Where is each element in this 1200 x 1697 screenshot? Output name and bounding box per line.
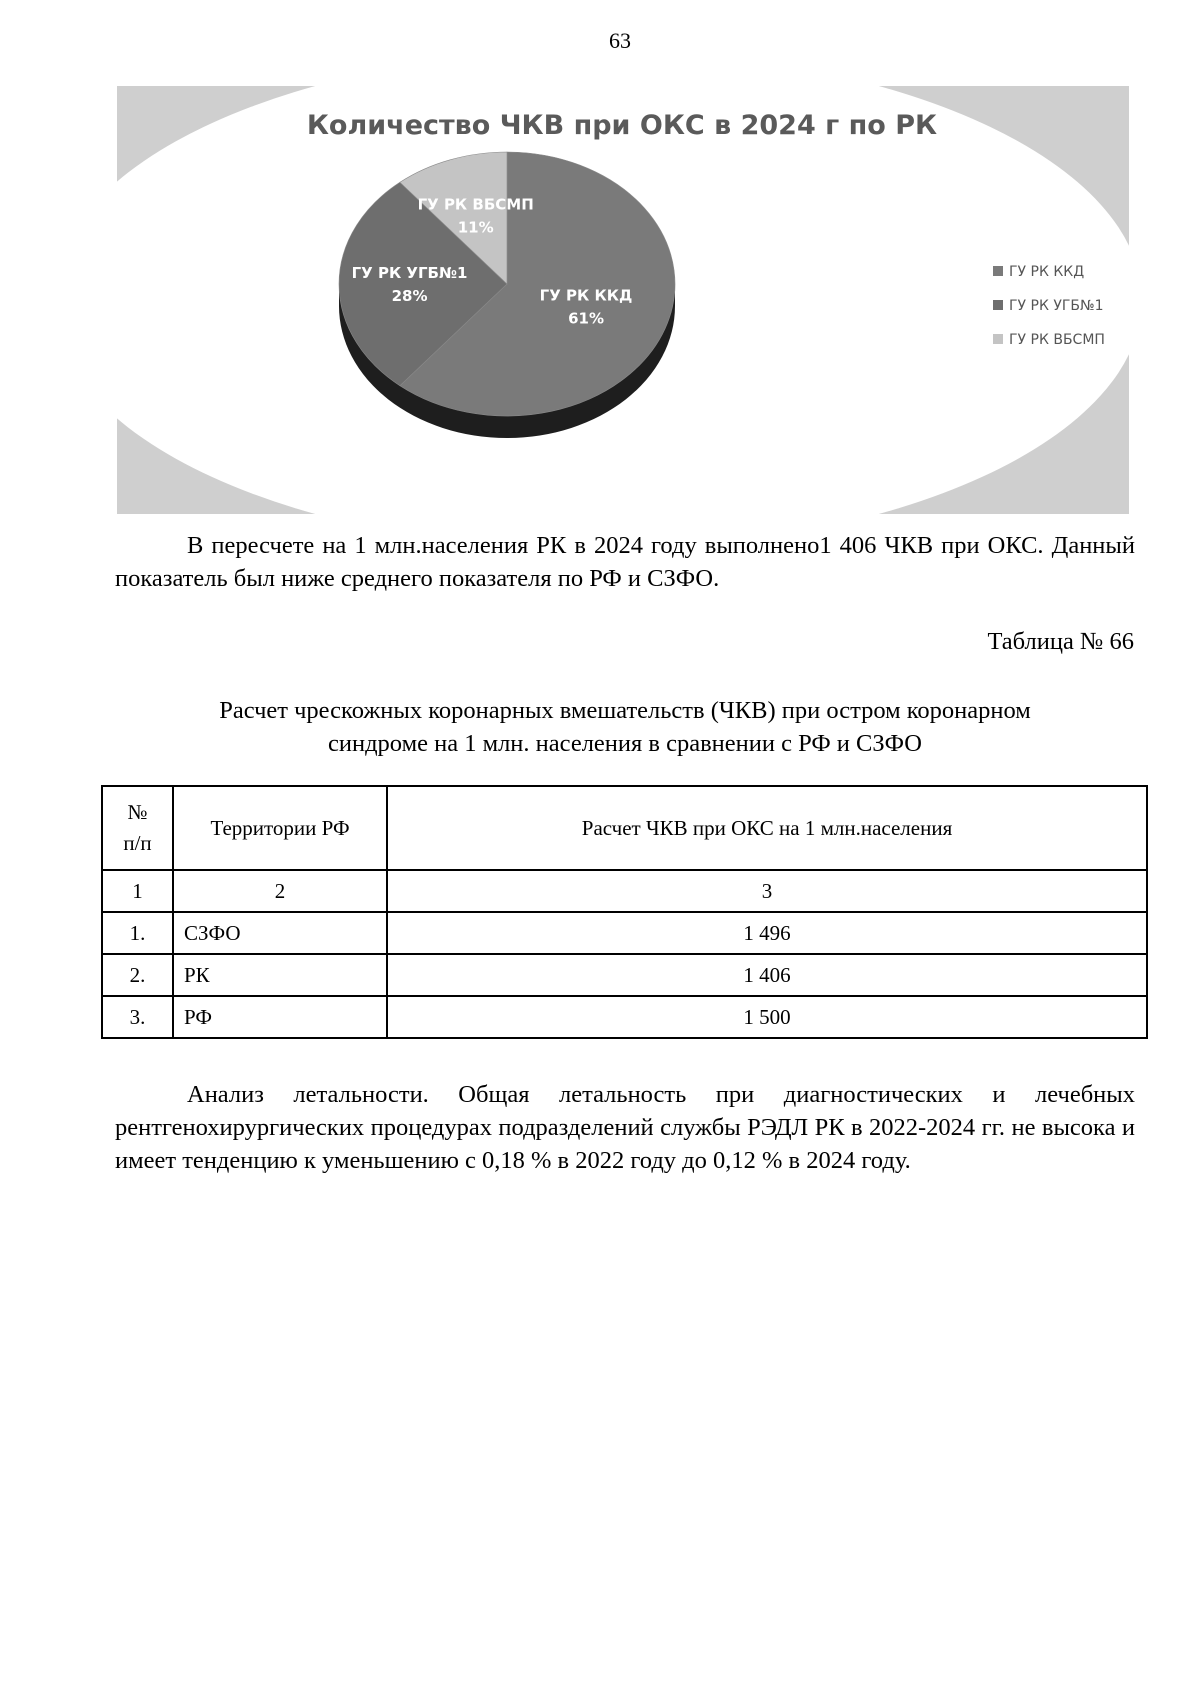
legend-label: ГУ РК УГБ№1 — [1009, 298, 1104, 314]
pie-label-name: ГУ РК ККД — [539, 286, 633, 305]
pie-label-percent: 28% — [391, 287, 428, 305]
row-value: 1 496 — [387, 912, 1147, 954]
index-cell: 3 — [387, 870, 1147, 912]
legend-swatch — [993, 300, 1003, 310]
table-caption: Таблица № 66 — [987, 628, 1134, 655]
table-row — [102, 996, 1147, 1038]
page-number: 63 — [609, 28, 631, 53]
header-num: № п/п — [102, 786, 173, 870]
table-index-row — [102, 870, 1147, 912]
row-value: 1 406 — [387, 954, 1147, 996]
pie-chart — [117, 86, 1129, 514]
pie-label-percent: 61% — [568, 309, 604, 328]
table-title-line-1: Расчет чрескожных коронарных вмешательств (ЧКВ) при остром коронарном — [219, 697, 1031, 724]
pie-label-name: ГУ РК ВБСМП — [417, 195, 534, 214]
row-territory: РФ — [173, 996, 387, 1038]
table-title-line-2: синдроме на 1 млн. населения в сравнении с РФ и СЗФО — [327, 730, 923, 757]
pie-label-name: ГУ РК УГБ№1 — [351, 264, 468, 282]
pie-label-percent: 11% — [457, 218, 494, 237]
row-num: 1. — [102, 912, 173, 954]
chart-title: Количество ЧКВ при ОКС в 2024 г по РК — [306, 110, 938, 141]
legend-swatch — [993, 334, 1003, 344]
index-cell: 1 — [102, 870, 173, 912]
legend-label: ГУ РК ККД — [1009, 264, 1085, 280]
paragraph-1: В пересчете на 1 млн.населения РК в 2024 году выполнено1 406 ЧКВ при ОКС. Данный показатель был ниже среднего показателя по РФ и СЗФО. — [115, 532, 1135, 592]
row-num: 3. — [102, 996, 173, 1038]
row-value: 1 500 — [387, 996, 1147, 1038]
index-cell: 2 — [173, 870, 387, 912]
header-territory: Территории РФ — [173, 786, 387, 870]
table-header-row — [102, 786, 1147, 870]
legend-label: ГУ РК ВБСМП — [1009, 332, 1105, 348]
row-territory: СЗФО — [173, 912, 387, 954]
pie-chart-svg — [117, 86, 1129, 514]
table-title — [115, 694, 1135, 760]
pci-table — [101, 785, 1148, 1039]
paragraph-2: Анализ летальности. Общая летальность при диагностических и лечебных рентгенохирургических процедурах подразделений службы РЭДЛ РК в 2022-2024 гг. не высока и имеет тенденцию к уменьшению с 0,18 % в 2022 году до 0,12 % в 2024 году. — [115, 1081, 1135, 1174]
legend-swatch — [993, 266, 1003, 276]
header-calc: Расчет ЧКВ при ОКС на 1 млн.населения — [387, 786, 1147, 870]
table-row — [102, 912, 1147, 954]
table-row — [102, 954, 1147, 996]
row-num: 2. — [102, 954, 173, 996]
row-territory: РК — [173, 954, 387, 996]
